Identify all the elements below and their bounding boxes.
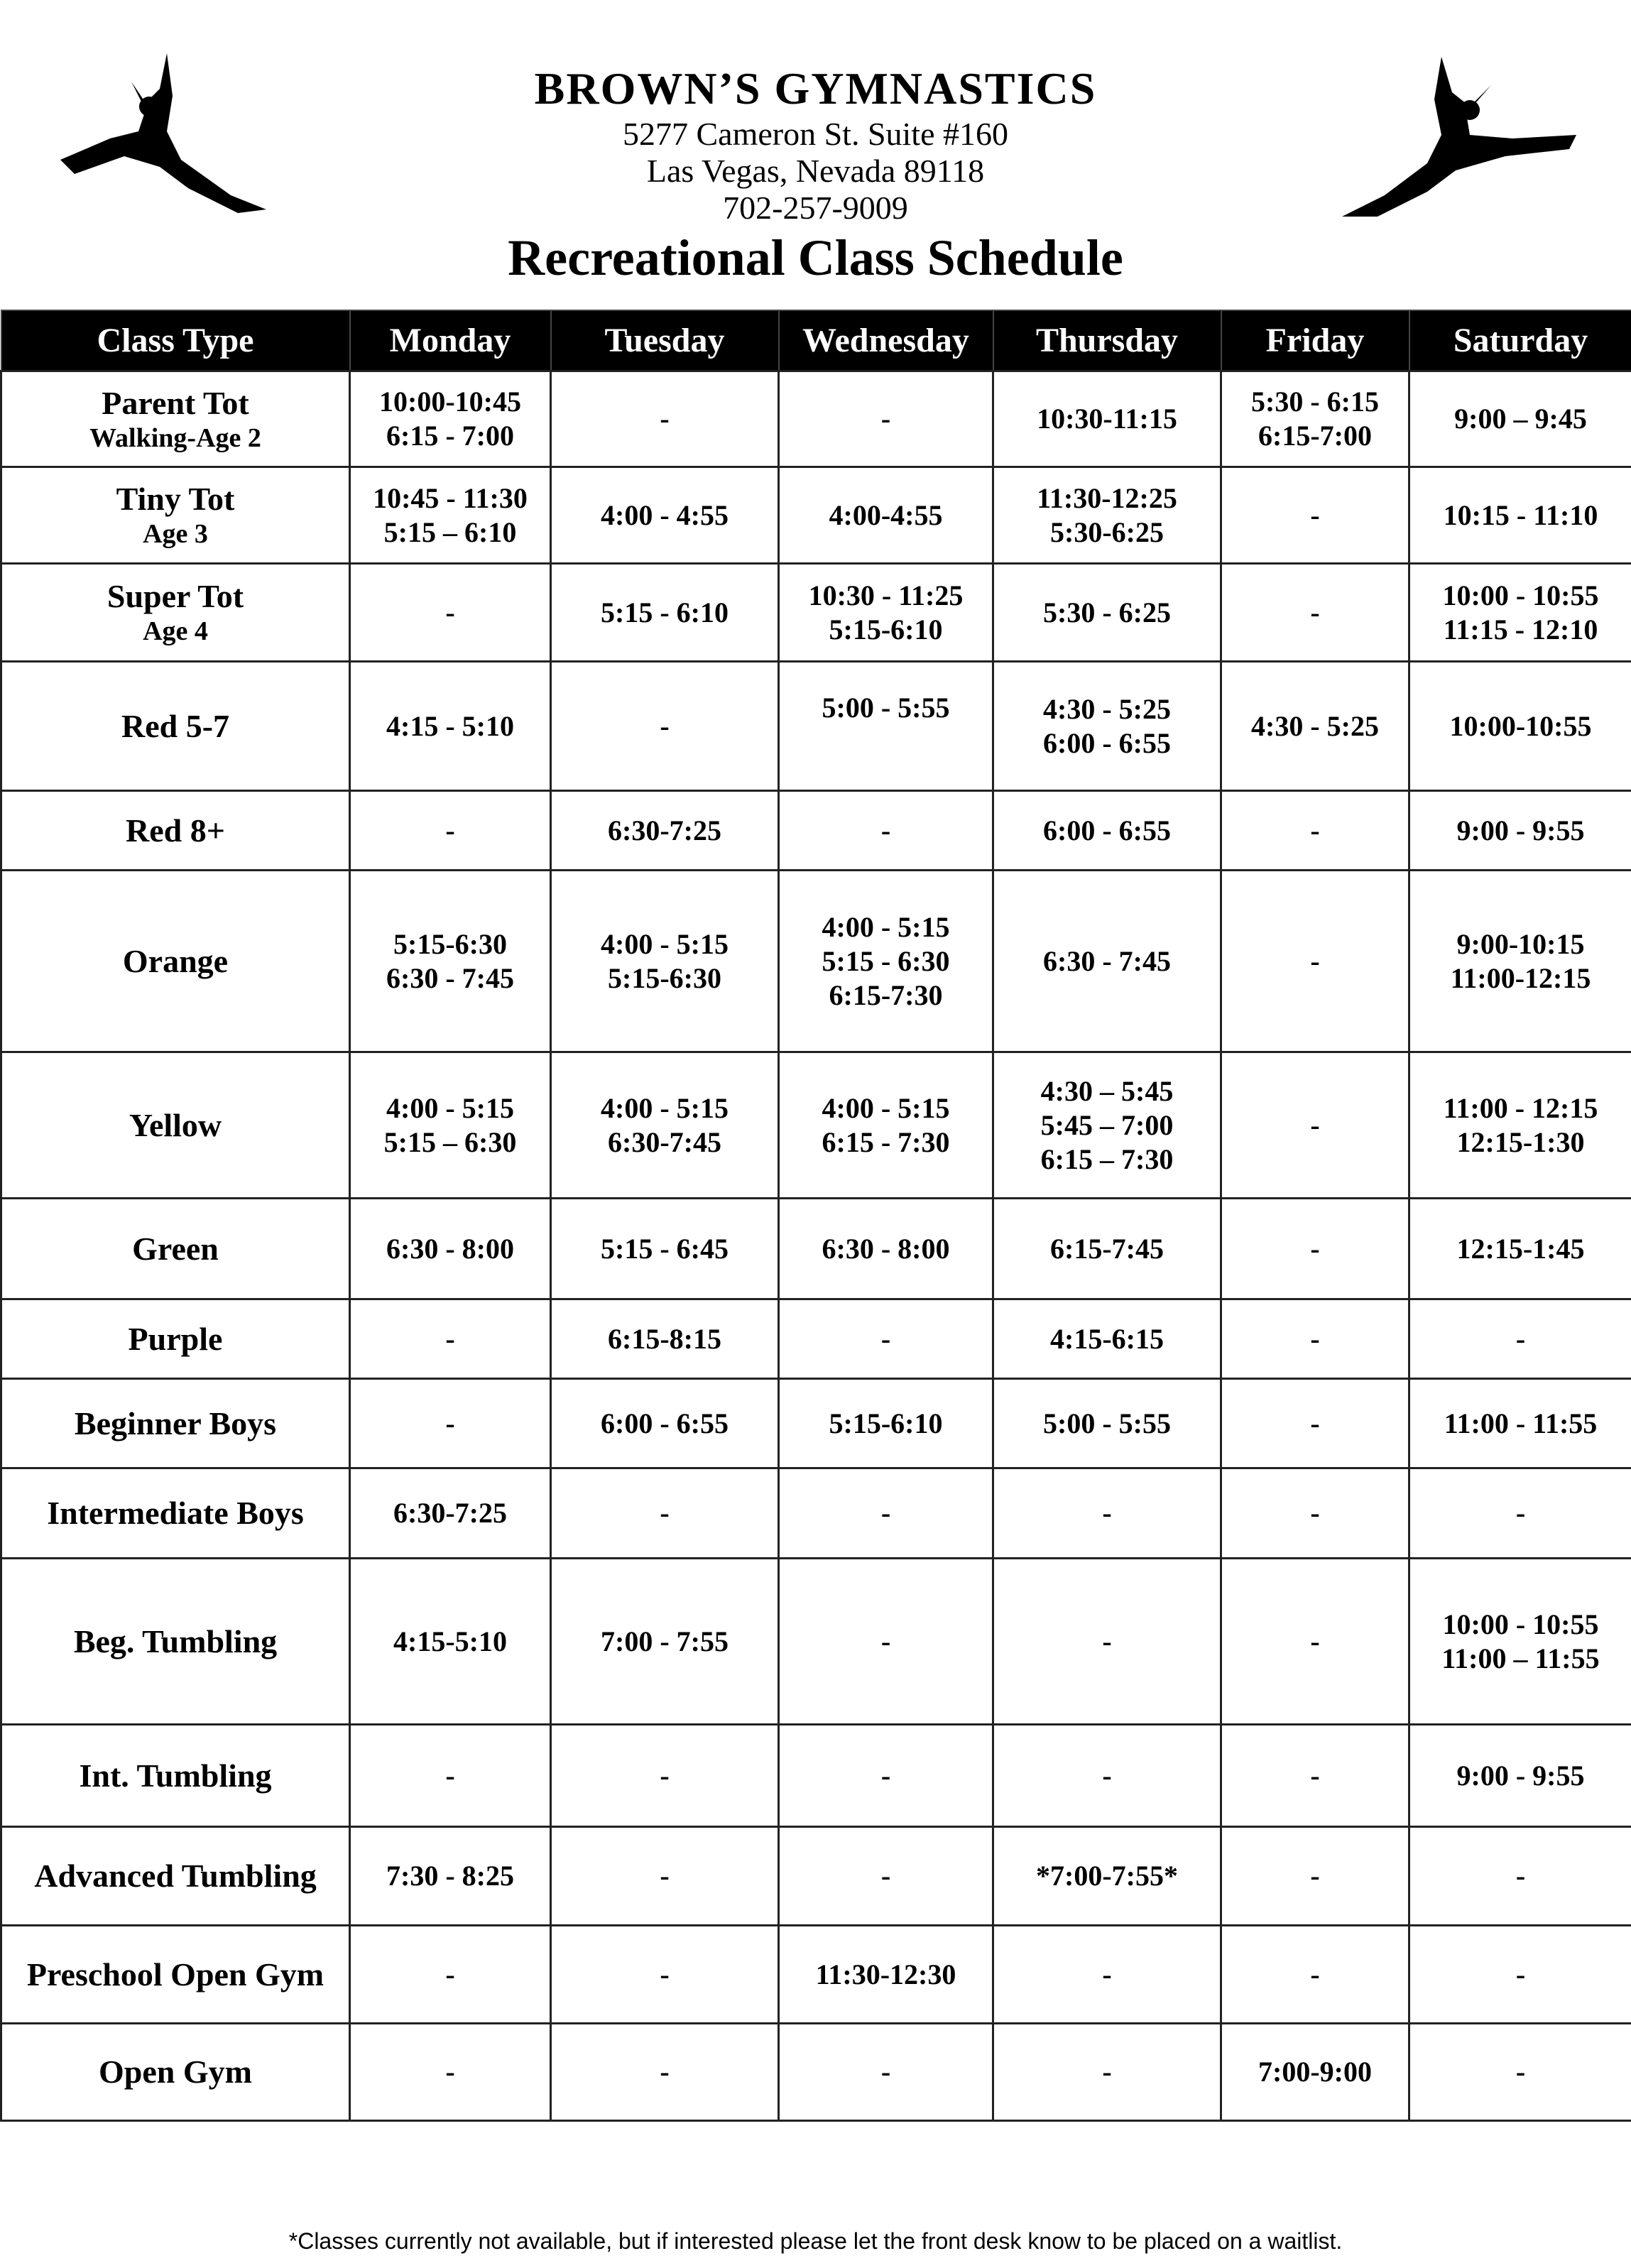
schedule-cell xyxy=(350,662,551,791)
class-age: Age 3 xyxy=(143,519,208,550)
schedule-cell xyxy=(779,1379,993,1468)
schedule-cell xyxy=(779,1725,993,1827)
time-slot: 4:15-5:10 xyxy=(393,1625,507,1657)
column-header-saturday: Saturday xyxy=(1409,310,1631,371)
time-slot: 4:15-6:15 xyxy=(1050,1322,1164,1355)
class-type-cell xyxy=(1,1199,350,1299)
time-slot: 6:00 - 6:55 xyxy=(601,1407,729,1439)
class-name: Green xyxy=(132,1230,219,1267)
schedule-cell xyxy=(1221,1725,1409,1827)
class-name: Tiny Tot xyxy=(116,481,235,518)
schedule-cell xyxy=(779,871,993,1052)
time-slot: 7:00-9:00 xyxy=(1258,2056,1372,2088)
time-slot: - xyxy=(880,814,891,846)
schedule-cell xyxy=(1221,467,1409,564)
schedule-cell xyxy=(551,1559,779,1725)
schedule-cell xyxy=(1409,1299,1631,1379)
class-type-cell xyxy=(1,1926,350,2024)
schedule-cell xyxy=(350,1926,551,2024)
schedule-cell xyxy=(1409,1468,1631,1559)
schedule-cell xyxy=(779,467,993,564)
schedule-cell xyxy=(1409,371,1631,467)
schedule-cell xyxy=(993,1299,1221,1379)
schedule-cell xyxy=(1221,1559,1409,1725)
schedule-cell xyxy=(350,791,551,871)
table-header-row xyxy=(1,310,1631,371)
time-slot: - xyxy=(445,1407,455,1439)
page-title: Recreational Class Schedule xyxy=(508,229,1123,286)
schedule-cell xyxy=(1409,662,1631,791)
time-slot: 11:15 - 12:10 xyxy=(1443,613,1598,645)
schedule-cell xyxy=(1409,564,1631,662)
class-type-cell xyxy=(1,1468,350,1559)
schedule-cell xyxy=(551,1926,779,2024)
time-slot: 9:00 – 9:45 xyxy=(1454,403,1587,435)
time-slot: 11:00 - 11:55 xyxy=(1444,1407,1598,1439)
time-slot: 10:30 - 11:25 xyxy=(808,579,964,611)
time-slot: 9:00 - 9:55 xyxy=(1456,1759,1585,1792)
time-slot: - xyxy=(660,709,670,742)
schedule-cell xyxy=(350,1725,551,1827)
class-type-cell xyxy=(1,2024,350,2121)
time-slot: 5:30 - 6:25 xyxy=(1043,596,1171,628)
time-slot: - xyxy=(1102,1497,1112,1529)
class-name: Advanced Tumbling xyxy=(34,1858,317,1894)
schedule-cell xyxy=(993,371,1221,467)
schedule-cell xyxy=(551,662,779,791)
class-type-cell xyxy=(1,662,350,791)
time-slot: - xyxy=(445,2056,455,2088)
schedule-cell xyxy=(1221,1379,1409,1468)
schedule-cell xyxy=(350,1299,551,1379)
schedule-cell xyxy=(350,371,551,467)
time-slot: - xyxy=(445,1759,455,1792)
table-row xyxy=(1,1052,1631,1199)
column-header-thursday: Thursday xyxy=(993,310,1221,371)
time-slot: - xyxy=(1310,1759,1320,1792)
time-slot: - xyxy=(445,814,455,846)
time-slot: 5:15 – 6:30 xyxy=(383,1125,517,1158)
table-row xyxy=(1,1468,1631,1559)
gym-name: BROWN’S GYMNASTICS xyxy=(534,63,1097,114)
class-name: Int. Tumbling xyxy=(79,1757,272,1794)
schedule-cell xyxy=(993,1379,1221,1468)
schedule-cell xyxy=(1409,1725,1631,1827)
class-name: Super Tot xyxy=(107,578,244,615)
schedule-cell xyxy=(551,791,779,871)
time-slot: 5:15-6:30 xyxy=(393,927,507,960)
schedule-cell xyxy=(1409,2024,1631,2121)
schedule-cell xyxy=(1221,1052,1409,1199)
time-slot: - xyxy=(880,2056,891,2088)
schedule-cell xyxy=(1221,1827,1409,1926)
class-name: Yellow xyxy=(129,1106,222,1143)
schedule-cell xyxy=(1409,1052,1631,1199)
class-type-cell xyxy=(1,1827,350,1926)
schedule-cell xyxy=(993,467,1221,564)
time-slot: 6:15 - 7:00 xyxy=(386,420,514,452)
time-slot: - xyxy=(445,1958,455,1990)
schedule-cell xyxy=(779,1926,993,2024)
class-name: Purple xyxy=(128,1320,223,1357)
time-slot: - xyxy=(1310,1407,1320,1439)
schedule-cell xyxy=(1221,1468,1409,1559)
time-slot: 4:30 - 5:25 xyxy=(1251,709,1379,742)
time-slot: 9:00-10:15 xyxy=(1456,927,1585,960)
time-slot: - xyxy=(1310,944,1320,977)
schedule-cell xyxy=(551,1725,779,1827)
time-slot: 10:45 - 11:30 xyxy=(373,481,528,514)
schedule-cell xyxy=(1221,564,1409,662)
time-slot: 6:30-7:45 xyxy=(608,1125,721,1158)
time-slot: 6:15-7:00 xyxy=(1258,420,1372,452)
time-slot: 4:15 - 5:10 xyxy=(386,709,514,742)
time-slot: - xyxy=(660,2056,670,2088)
class-type-cell xyxy=(1,791,350,871)
schedule-cell xyxy=(551,871,779,1052)
schedule-cell xyxy=(1409,1199,1631,1299)
time-slot: - xyxy=(1310,596,1320,628)
time-slot: - xyxy=(660,1860,670,1892)
class-name: Parent Tot xyxy=(102,384,249,421)
schedule-cell xyxy=(779,2024,993,2121)
time-slot: - xyxy=(1310,498,1320,531)
time-slot: 10:00-10:55 xyxy=(1449,709,1592,742)
time-slot: *7:00-7:55* xyxy=(1036,1860,1178,1892)
time-slot: - xyxy=(1310,1108,1320,1141)
time-slot: - xyxy=(660,1958,670,1990)
time-slot: 5:30-6:25 xyxy=(1050,516,1164,548)
time-slot: 9:00 - 9:55 xyxy=(1456,814,1585,846)
time-slot: 6:00 - 6:55 xyxy=(1043,814,1171,846)
schedule-cell xyxy=(1409,1827,1631,1926)
time-slot: 6:30 - 7:45 xyxy=(386,961,514,994)
time-slot: 4:00 - 5:15 xyxy=(822,910,950,943)
time-slot: - xyxy=(880,1759,891,1792)
table-row xyxy=(1,662,1631,791)
time-slot: 5:15 – 6:10 xyxy=(383,516,517,548)
schedule-cell xyxy=(993,871,1221,1052)
time-slot: 4:00 - 5:15 xyxy=(822,1091,950,1124)
time-slot: 6:30 - 8:00 xyxy=(822,1232,950,1265)
schedule-cell xyxy=(551,1199,779,1299)
time-slot: 5:15-6:30 xyxy=(608,961,721,994)
time-slot: - xyxy=(1515,2056,1526,2088)
schedule-cell xyxy=(1221,2024,1409,2121)
time-slot: - xyxy=(1310,1860,1320,1892)
table-row xyxy=(1,871,1631,1052)
schedule-cell xyxy=(1221,371,1409,467)
time-slot: - xyxy=(660,403,670,435)
schedule-cell xyxy=(350,564,551,662)
class-type-cell xyxy=(1,564,350,662)
schedule-cell xyxy=(350,2024,551,2121)
time-slot: - xyxy=(1102,2056,1112,2088)
table-row xyxy=(1,1379,1631,1468)
time-slot: 6:15 – 7:30 xyxy=(1040,1143,1174,1175)
schedule-cell xyxy=(779,1559,993,1725)
column-header-wednesday: Wednesday xyxy=(779,310,993,371)
schedule-cell xyxy=(350,871,551,1052)
schedule-cell xyxy=(1409,467,1631,564)
schedule-cell xyxy=(1409,1379,1631,1468)
time-slot: - xyxy=(1102,1958,1112,1990)
time-slot: 6:30 - 7:45 xyxy=(1043,944,1171,977)
time-slot: 7:30 - 8:25 xyxy=(386,1860,514,1892)
schedule-cell xyxy=(1409,871,1631,1052)
time-slot: 12:15-1:30 xyxy=(1456,1125,1585,1158)
time-slot: 6:15-8:15 xyxy=(608,1322,721,1355)
schedule-cell xyxy=(1409,1559,1631,1725)
time-slot: 12:15-1:45 xyxy=(1456,1232,1585,1265)
time-slot: - xyxy=(880,1322,891,1355)
schedule-cell xyxy=(1221,1299,1409,1379)
time-slot: 4:00-4:55 xyxy=(829,498,943,531)
phone-number: 702-257-9009 xyxy=(723,190,908,226)
time-slot: 11:00 - 12:15 xyxy=(1443,1091,1598,1124)
schedule-cell xyxy=(551,1468,779,1559)
schedule-cell xyxy=(551,1052,779,1199)
class-name: Open Gym xyxy=(99,2054,252,2090)
schedule-cell xyxy=(350,1379,551,1468)
time-slot: - xyxy=(445,596,455,628)
schedule-cell xyxy=(350,1827,551,1926)
time-slot: 4:00 - 5:15 xyxy=(601,927,729,960)
time-slot: 11:00 – 11:55 xyxy=(1441,1642,1600,1674)
table-row xyxy=(1,1827,1631,1926)
table-row xyxy=(1,2024,1631,2121)
schedule-cell xyxy=(779,1468,993,1559)
time-slot: 5:15 - 6:10 xyxy=(601,596,729,628)
class-type-cell xyxy=(1,371,350,467)
schedule-cell xyxy=(350,1559,551,1725)
schedule-cell xyxy=(551,564,779,662)
time-slot: 10:00-10:45 xyxy=(379,386,521,418)
time-slot: 7:00 - 7:55 xyxy=(601,1625,729,1657)
schedule-cell xyxy=(551,1827,779,1926)
time-slot: - xyxy=(1310,1497,1320,1529)
time-slot: - xyxy=(1515,1497,1526,1529)
time-slot: 11:30-12:30 xyxy=(815,1958,956,1990)
schedule-cell xyxy=(551,467,779,564)
table-body xyxy=(1,371,1631,2121)
schedule-cell xyxy=(1221,791,1409,871)
time-slot: - xyxy=(1515,1958,1526,1990)
time-slot: - xyxy=(1102,1625,1112,1657)
schedule-cell xyxy=(993,1199,1221,1299)
table-row xyxy=(1,791,1631,871)
class-type-cell xyxy=(1,1299,350,1379)
class-name: Beginner Boys xyxy=(74,1405,277,1441)
schedule-cell xyxy=(350,1052,551,1199)
class-type-cell xyxy=(1,467,350,564)
schedule-cell xyxy=(350,1468,551,1559)
time-slot: - xyxy=(1310,1232,1320,1265)
class-type-cell xyxy=(1,1725,350,1827)
schedule-cell xyxy=(350,1199,551,1299)
address-line-2: Las Vegas, Nevada 89118 xyxy=(646,153,985,189)
time-slot: 4:30 – 5:45 xyxy=(1040,1074,1174,1107)
time-slot: - xyxy=(660,1759,670,1792)
class-type-cell xyxy=(1,871,350,1052)
time-slot: 6:30-7:25 xyxy=(393,1497,507,1529)
time-slot: - xyxy=(1102,1759,1112,1792)
schedule-cell xyxy=(779,564,993,662)
time-slot: 6:15 - 7:30 xyxy=(822,1125,950,1158)
time-slot: 5:15 - 6:45 xyxy=(601,1232,729,1265)
time-slot: - xyxy=(880,1860,891,1892)
time-slot: - xyxy=(445,1322,455,1355)
column-header-tuesday: Tuesday xyxy=(551,310,779,371)
schedule-cell xyxy=(779,791,993,871)
time-slot: 4:00 - 5:15 xyxy=(601,1091,729,1124)
class-type-cell xyxy=(1,1379,350,1468)
schedule-cell xyxy=(993,564,1221,662)
table-row xyxy=(1,467,1631,564)
schedule-cell xyxy=(993,1827,1221,1926)
address-line-1: 5277 Cameron St. Suite #160 xyxy=(622,116,1009,152)
time-slot: 6:00 - 6:55 xyxy=(1043,726,1171,759)
schedule-cell xyxy=(993,1725,1221,1827)
schedule-cell xyxy=(993,1468,1221,1559)
class-schedule-table xyxy=(0,310,1631,2122)
time-slot: 6:15-7:45 xyxy=(1050,1232,1164,1265)
schedule-cell xyxy=(779,371,993,467)
time-slot: - xyxy=(1310,1958,1320,1990)
class-name: Red 5-7 xyxy=(121,707,230,744)
schedule-cell xyxy=(779,1827,993,1926)
schedule-cell xyxy=(551,1299,779,1379)
schedule-cell xyxy=(779,662,993,791)
schedule-cell xyxy=(551,371,779,467)
schedule-cell xyxy=(993,1052,1221,1199)
time-slot: 5:15-6:10 xyxy=(829,613,943,645)
schedule-cell xyxy=(1221,1926,1409,2024)
table-row xyxy=(1,1199,1631,1299)
schedule-cell xyxy=(993,1559,1221,1725)
time-slot: 5:30 - 6:15 xyxy=(1251,386,1379,418)
time-slot: 4:00 - 5:15 xyxy=(386,1091,514,1124)
time-slot: 10:00 - 10:55 xyxy=(1442,1608,1599,1640)
table-row xyxy=(1,1559,1631,1725)
time-slot: 11:00-12:15 xyxy=(1450,961,1591,994)
schedule-cell xyxy=(779,1299,993,1379)
schedule-cell xyxy=(993,2024,1221,2121)
time-slot: 4:30 - 5:25 xyxy=(1043,692,1171,725)
schedule-cell xyxy=(993,662,1221,791)
table-row xyxy=(1,1725,1631,1827)
class-type-cell xyxy=(1,1052,350,1199)
time-slot: 5:00 - 5:55 xyxy=(1043,1407,1171,1439)
time-slot: - xyxy=(880,1497,891,1529)
time-slot: 6:30-7:25 xyxy=(608,814,721,846)
column-header-friday: Friday xyxy=(1221,310,1409,371)
time-slot: - xyxy=(1515,1860,1526,1892)
schedule-cell xyxy=(350,467,551,564)
schedule-cell xyxy=(1409,1926,1631,2024)
time-slot: - xyxy=(1310,1625,1320,1657)
schedule-cell xyxy=(779,1052,993,1199)
class-name: Red 8+ xyxy=(126,812,225,849)
time-slot: 4:00 - 4:55 xyxy=(601,498,729,531)
time-slot: - xyxy=(1310,1322,1320,1355)
class-age: Age 4 xyxy=(143,616,208,647)
class-name: Orange xyxy=(122,942,229,979)
time-slot: - xyxy=(1310,814,1320,846)
class-name: Preschool Open Gym xyxy=(26,1956,324,1992)
time-slot: - xyxy=(880,1625,891,1657)
schedule-cell xyxy=(1221,871,1409,1052)
column-header-class-type: Class Type xyxy=(1,310,350,371)
class-name: Intermediate Boys xyxy=(47,1495,304,1532)
table-row xyxy=(1,564,1631,662)
schedule-cell xyxy=(551,1379,779,1468)
schedule-cell xyxy=(779,1199,993,1299)
class-type-cell xyxy=(1,1559,350,1725)
schedule-cell xyxy=(551,2024,779,2121)
schedule-cell xyxy=(1221,1199,1409,1299)
time-slot: 10:30-11:15 xyxy=(1037,403,1177,435)
time-slot: - xyxy=(660,1497,670,1529)
schedule-cell xyxy=(993,791,1221,871)
schedule-cell xyxy=(993,1926,1221,2024)
time-slot: 6:30 - 8:00 xyxy=(386,1232,514,1265)
table-row xyxy=(1,1926,1631,2024)
class-name: Beg. Tumbling xyxy=(73,1623,278,1659)
time-slot: 5:15 - 6:30 xyxy=(822,944,950,977)
time-slot: 6:15-7:30 xyxy=(829,978,943,1011)
class-age: Walking-Age 2 xyxy=(89,422,261,453)
schedule-cell xyxy=(1409,791,1631,871)
time-slot: 10:15 - 11:10 xyxy=(1443,498,1598,531)
time-slot: 5:15-6:10 xyxy=(829,1407,943,1439)
time-slot: - xyxy=(1515,1322,1526,1355)
schedule-cell xyxy=(1221,662,1409,791)
time-slot: - xyxy=(880,403,891,435)
table-row xyxy=(1,1299,1631,1379)
footnote: *Classes currently not available, but if interested please let the front desk know to be placed on a waitlist. xyxy=(288,2228,1343,2254)
time-slot: 11:30-12:25 xyxy=(1037,481,1177,514)
table-row xyxy=(1,371,1631,467)
time-slot: 5:45 – 7:00 xyxy=(1040,1108,1174,1141)
time-slot: 10:00 - 10:55 xyxy=(1442,579,1599,611)
time-slot: 5:00 - 5:55 xyxy=(822,692,950,724)
column-header-monday: Monday xyxy=(350,310,551,371)
